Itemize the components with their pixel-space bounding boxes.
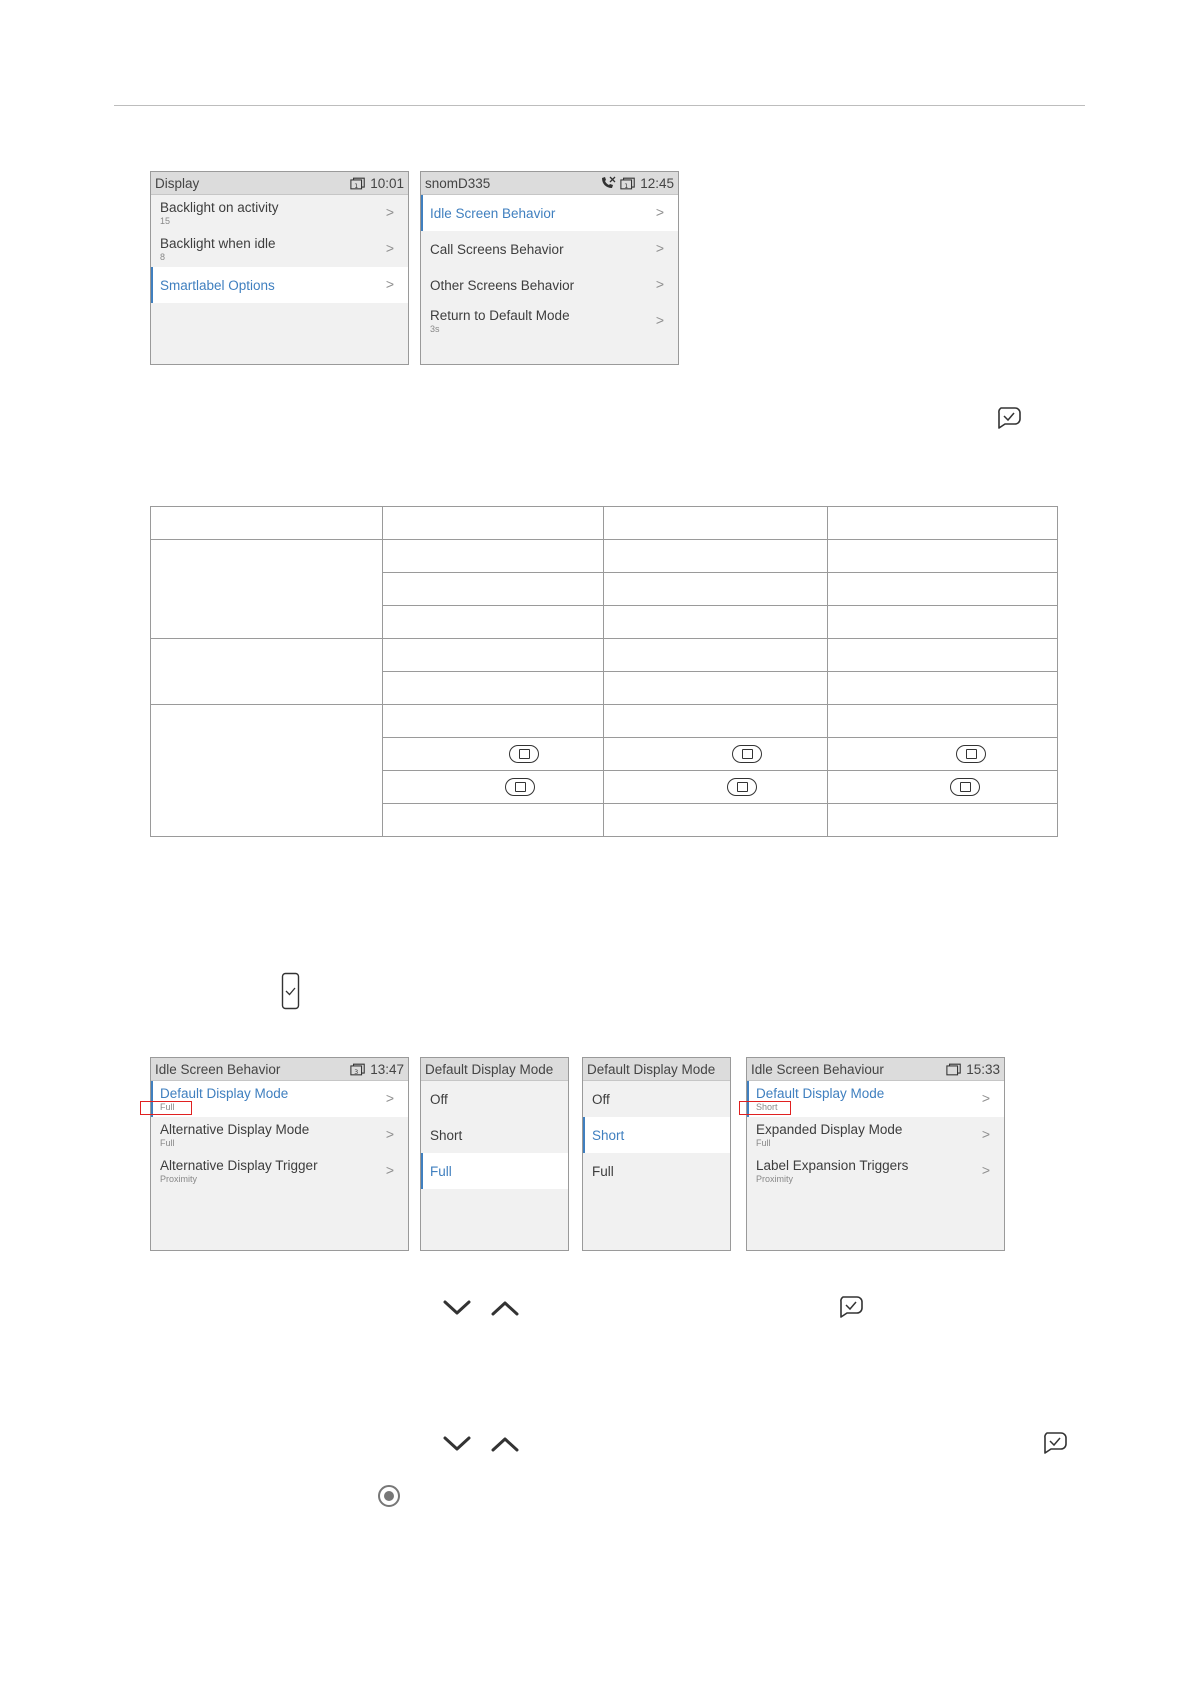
chevron-right-icon: > xyxy=(385,1162,394,1178)
status-bar xyxy=(151,1058,408,1081)
svg-text:1: 1 xyxy=(624,182,629,190)
menu-item-idle-screen[interactable]: Idle Screen Behavior > xyxy=(421,195,678,231)
chevron-right-icon: > xyxy=(655,276,664,292)
screen-title: Default Display Mode xyxy=(425,1061,554,1077)
menu-item-label-expansion-triggers[interactable]: Label Expansion Triggers Proximity > xyxy=(756,1158,990,1184)
screen-time: 12:45 xyxy=(640,175,674,191)
option-short[interactable]: Short xyxy=(430,1128,463,1143)
ok-bubble-icon xyxy=(838,1295,864,1319)
chevron-right-icon: > xyxy=(655,312,664,328)
menu-item-expanded-display-mode[interactable]: Expanded Display Mode Full > xyxy=(756,1122,990,1148)
table-row xyxy=(151,705,1058,738)
screen-title: snomD335 xyxy=(425,175,491,191)
ok-bubble-icon xyxy=(996,406,1022,430)
option-off[interactable]: Off xyxy=(430,1092,448,1107)
status-bar xyxy=(421,172,678,195)
chevron-right-icon: > xyxy=(981,1126,990,1142)
radio-selected-icon xyxy=(377,1484,401,1508)
option-full[interactable]: Full xyxy=(421,1153,568,1189)
idle-screen-behaviour-screen xyxy=(746,1057,1005,1251)
chevron-right-icon: > xyxy=(981,1162,990,1178)
table-row xyxy=(151,540,1058,573)
chevron-down-icon xyxy=(442,1298,472,1318)
svg-text:3: 3 xyxy=(354,1068,359,1076)
chevron-right-icon: > xyxy=(385,1090,394,1106)
screen-time: 15:33 xyxy=(966,1061,1000,1077)
function-key-icon xyxy=(509,745,539,763)
status-bar xyxy=(747,1058,1004,1081)
menu-item-alternative-display-trigger[interactable]: Alternative Display Trigger Proximity > xyxy=(160,1158,394,1184)
status-bar xyxy=(421,1058,568,1081)
menu-item-default-display-mode[interactable]: Default Display Mode Short > xyxy=(747,1081,1004,1117)
chevron-right-icon: > xyxy=(385,1126,394,1142)
option-full[interactable]: Full xyxy=(592,1164,614,1179)
highlight-box xyxy=(739,1101,791,1115)
default-display-mode-screen-1 xyxy=(420,1057,569,1251)
status-bar xyxy=(151,172,408,195)
menu-item-alternative-display-mode[interactable]: Alternative Display Mode Full > xyxy=(160,1122,394,1148)
screen-title: Default Display Mode xyxy=(587,1061,716,1077)
option-off[interactable]: Off xyxy=(592,1092,610,1107)
function-key-icon xyxy=(727,778,757,796)
option-short[interactable]: Short xyxy=(583,1117,730,1153)
display-screen xyxy=(150,171,409,365)
highlight-box xyxy=(140,1101,192,1115)
snom-screen xyxy=(420,171,679,365)
chevron-right-icon: > xyxy=(385,204,394,220)
screen-title: Idle Screen Behavior xyxy=(155,1061,281,1077)
table-row xyxy=(151,639,1058,672)
missed-call-icon xyxy=(600,176,616,190)
svg-text:1: 1 xyxy=(354,182,359,190)
function-key-icon xyxy=(956,745,986,763)
header-rule xyxy=(114,105,1085,106)
chevron-right-icon: > xyxy=(385,276,394,292)
idle-screen-behavior-screen xyxy=(150,1057,409,1251)
menu-item-call-screens[interactable]: Call Screens Behavior > xyxy=(430,240,664,257)
check-key-icon xyxy=(281,972,300,1010)
chevron-right-icon: > xyxy=(981,1090,990,1106)
menu-item-default-display-mode[interactable]: Default Display Mode Full > xyxy=(151,1081,408,1117)
chevron-up-icon xyxy=(490,1298,520,1318)
menu-item-smartlabel-options[interactable]: Smartlabel Options > xyxy=(151,267,408,303)
menu-item-backlight-idle[interactable]: Backlight when idle 8 > xyxy=(160,236,394,262)
screen-time: 13:47 xyxy=(370,1061,404,1077)
screen-title: Display xyxy=(155,175,200,191)
status-bar xyxy=(583,1058,730,1081)
screen-title: Idle Screen Behaviour xyxy=(751,1061,884,1077)
screen-time: 10:01 xyxy=(370,175,404,191)
settings-table xyxy=(150,506,1058,837)
function-key-icon xyxy=(505,778,535,796)
ok-bubble-icon xyxy=(1042,1431,1068,1455)
default-display-mode-screen-2 xyxy=(582,1057,731,1251)
chevron-right-icon: > xyxy=(655,240,664,256)
menu-item-backlight-activity[interactable]: Backlight on activity 15 > xyxy=(160,200,394,226)
function-key-icon xyxy=(732,745,762,763)
menu-item-other-screens[interactable]: Other Screens Behavior > xyxy=(430,276,664,293)
table-row xyxy=(151,507,1058,540)
line-key-icon xyxy=(350,1063,366,1076)
line-key-icon xyxy=(620,177,636,190)
chevron-down-icon xyxy=(442,1434,472,1454)
menu-item-return-default[interactable]: Return to Default Mode 3s > xyxy=(430,308,664,334)
chevron-right-icon: > xyxy=(385,240,394,256)
line-key-icon xyxy=(350,177,366,190)
chevron-right-icon: > xyxy=(655,204,664,220)
function-key-icon xyxy=(950,778,980,796)
line-key-icon xyxy=(946,1063,962,1076)
chevron-up-icon xyxy=(490,1434,520,1454)
